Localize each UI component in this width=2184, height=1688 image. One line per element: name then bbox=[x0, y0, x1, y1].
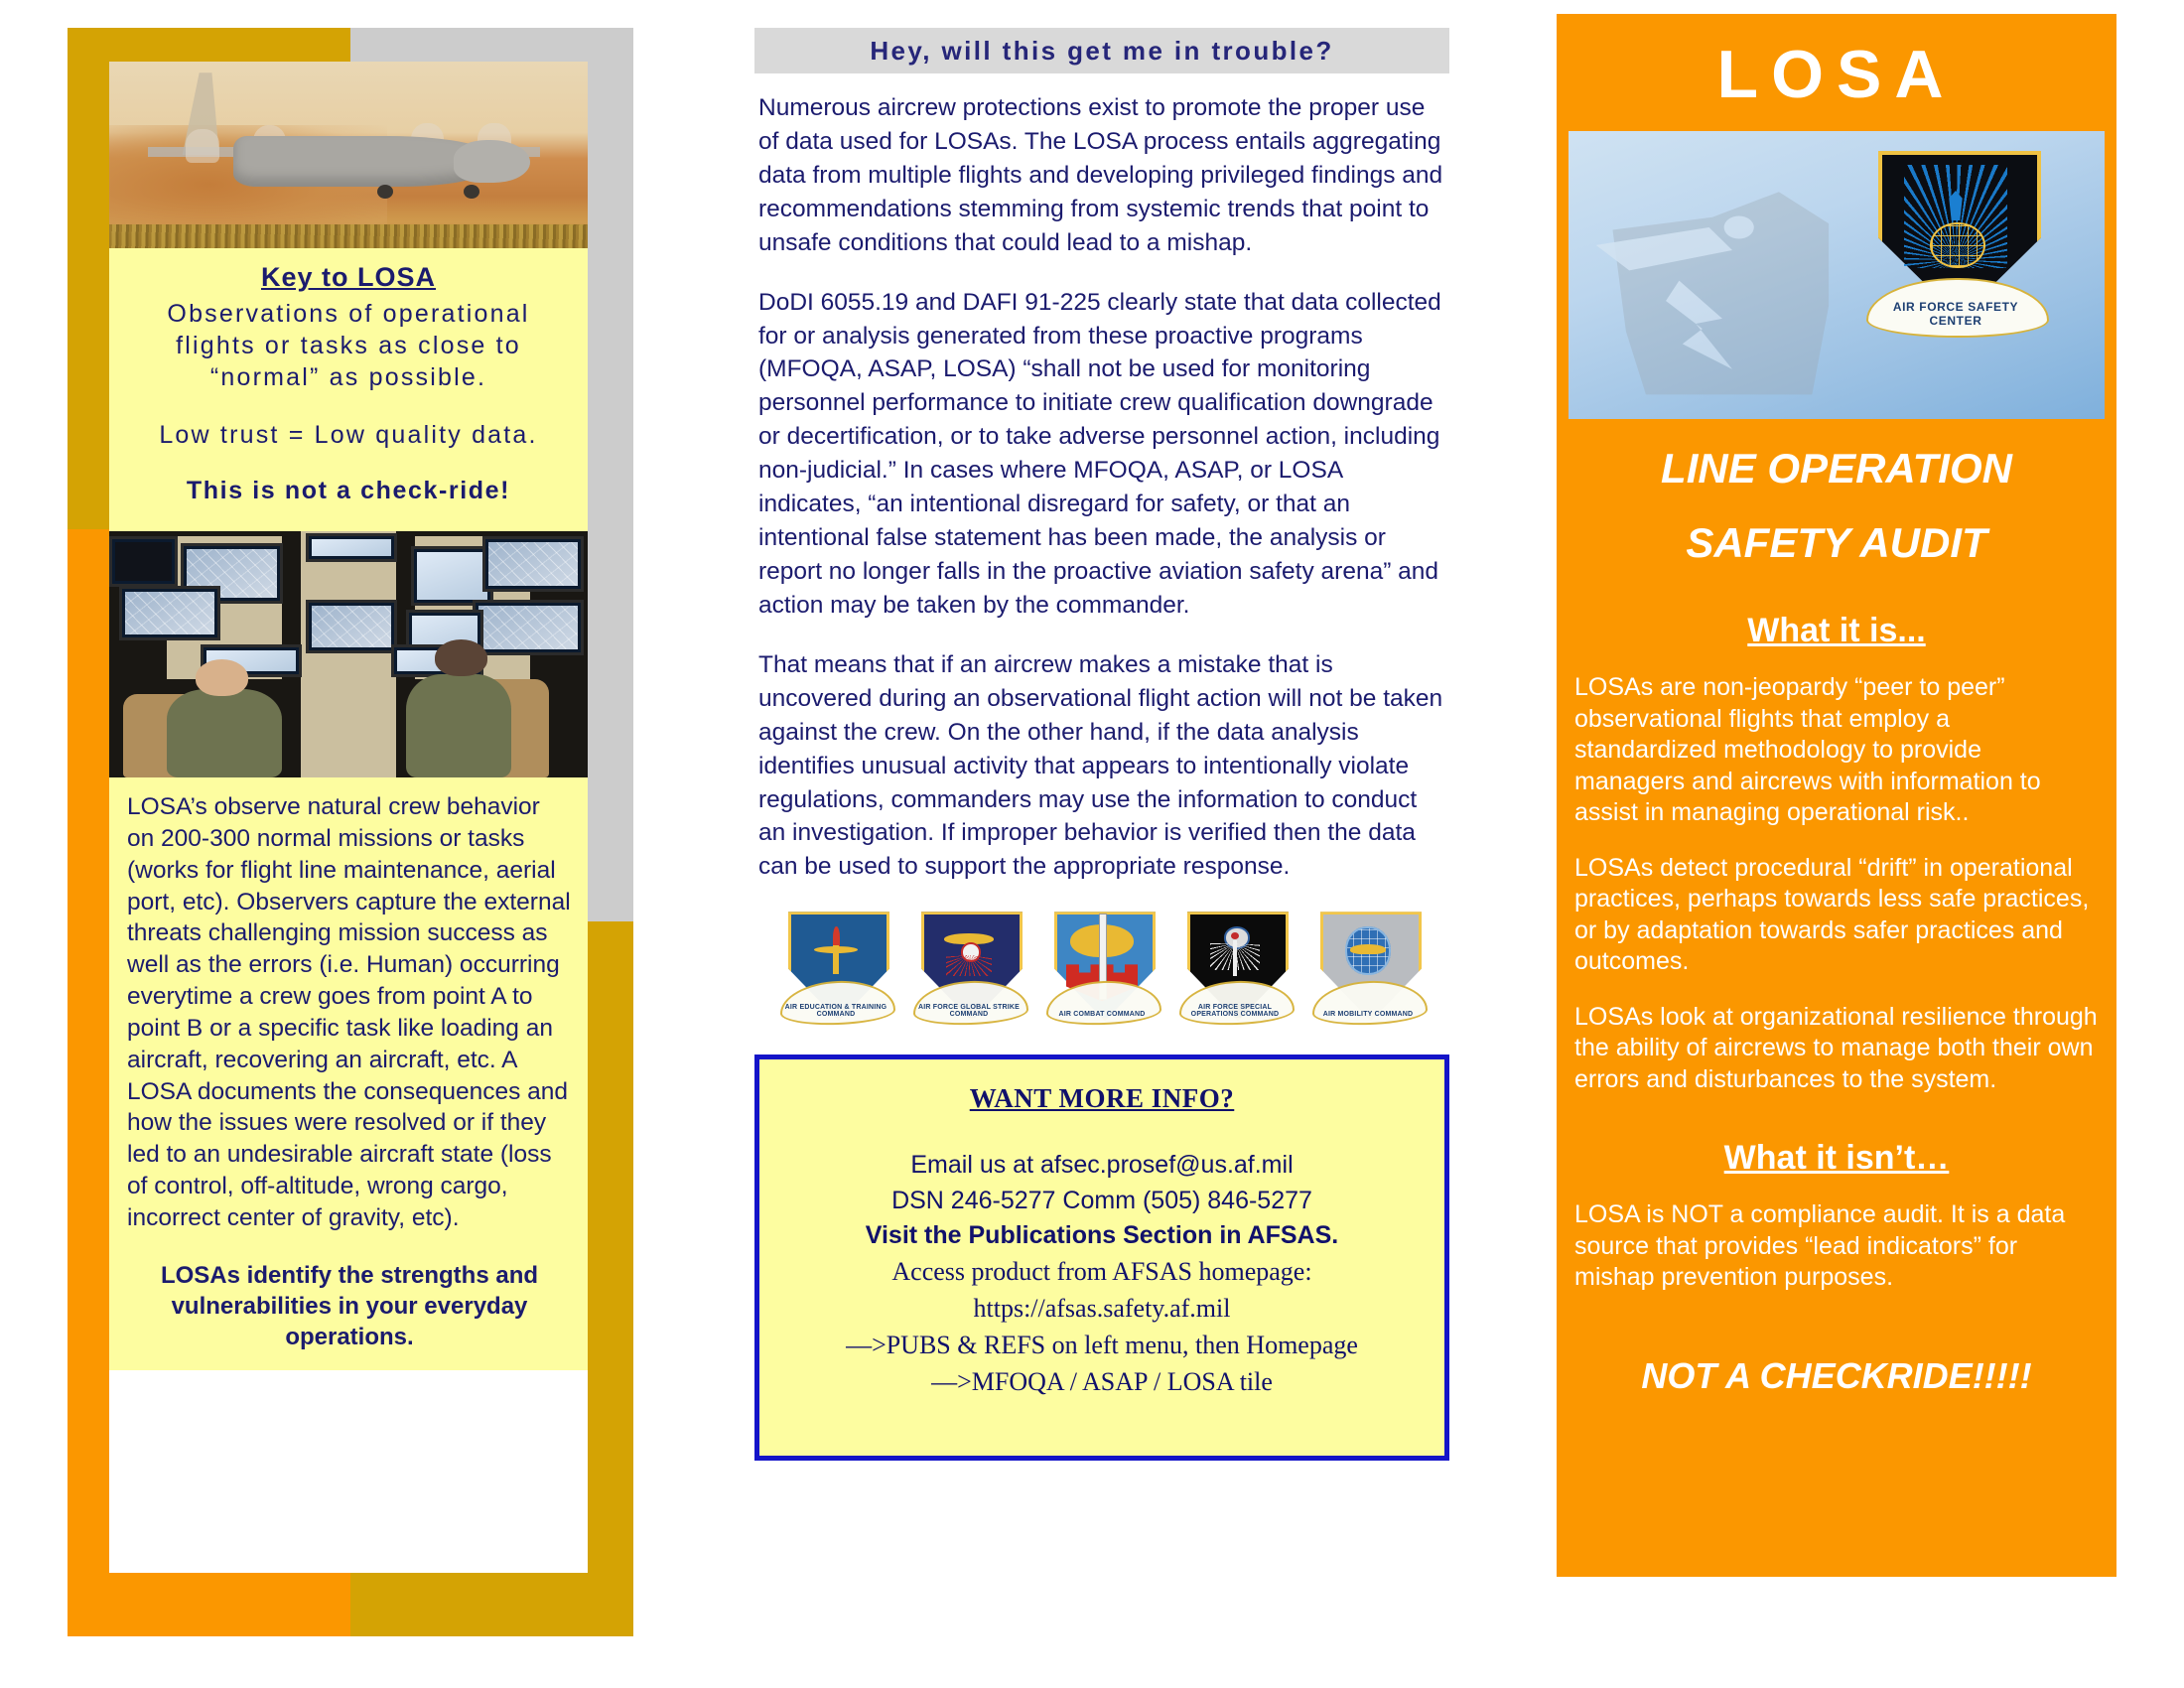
air-force-safety-center-emblem bbox=[1866, 151, 2045, 340]
afgsc-winged-star-icon bbox=[943, 925, 995, 977]
what-it-isnt-heading: What it isn’t… bbox=[1723, 1139, 1950, 1178]
air-force-global-strike-command-emblem bbox=[913, 910, 1024, 1025]
left-panel-body-bold: LOSAs identify the strengths and vulnerabilities in your everyday operations. bbox=[160, 1261, 539, 1351]
air-education-and-training-command-emblem bbox=[780, 910, 891, 1025]
afsc-ribbon-text: AIR FORCE SAFETY CENTER bbox=[1892, 300, 2019, 328]
middle-paragraph-2: DoDI 6055.19 and DAFI 91-225 clearly state that data collected for or analysis generated from these proactive programs (MFOQA, ASAP, LOSA) “shall not be used for monitoring personnel performance to initiate crew qualification downgrade or decertification, or to take adverse personnel action, including non-judicial.” In cases where MFOQA, ASAP, or LOSA indicates, “an intentional disregard for safety, or that an intentional false statement has been made, the analysis or report no longer falls in the proactive aviation safety arena” and action may be taken by the commander. bbox=[758, 288, 1441, 619]
what-it-is-paragraph-2: LOSAs detect procedural “drift” in operational practices, perhaps towards less safe practices, or by adaptation towards safer practices and outcomes. bbox=[1574, 853, 2090, 976]
air-force-special-operations-command-emblem bbox=[1179, 910, 1291, 1025]
screen-right-map bbox=[482, 536, 584, 592]
screen-right-top bbox=[411, 546, 493, 607]
eagle-silhouette-icon bbox=[1579, 154, 1912, 407]
afgsc-ribbon-text: AIR FORCE GLOBAL STRIKE COMMAND bbox=[917, 1004, 1021, 1019]
want-more-info-box bbox=[754, 1055, 1449, 1461]
key-to-losa-title: Key to LOSA bbox=[260, 262, 437, 292]
subtitle-line-2: SAFETY AUDIT bbox=[1686, 519, 1987, 567]
key-line-1: Observations of operational bbox=[167, 300, 530, 328]
right-border-gray-segment bbox=[588, 28, 633, 921]
what-it-is-paragraph-3: LOSAs look at organizational resilience through the ability of aircrews to manage both their own errors and disturbances to the system. bbox=[1574, 1002, 2098, 1093]
screen-center-mid bbox=[306, 600, 398, 652]
info-access-line: Access product from AFSAS homepage: bbox=[891, 1256, 1312, 1286]
operator-left-body bbox=[167, 689, 282, 777]
afsoc-ribbon-text: AIR FORCE SPECIAL OPERATIONS COMMAND bbox=[1190, 1004, 1280, 1019]
left-panel-right-border bbox=[588, 28, 633, 1636]
afsoc-ribbon bbox=[1179, 979, 1295, 1027]
key-spacer-2 bbox=[119, 451, 578, 477]
what-it-is-heading: What it is... bbox=[1747, 612, 1926, 650]
key-not-a-checkride-line: This is not a check-ride! bbox=[186, 477, 511, 504]
left-panel-bottom-border bbox=[68, 1573, 633, 1636]
screen-far-left bbox=[109, 536, 178, 587]
key-line-3: “normal” as possible. bbox=[209, 363, 487, 391]
afgsc-ribbon bbox=[913, 979, 1028, 1027]
landing-gear-main bbox=[377, 185, 393, 199]
middle-paragraph-1: Numerous aircrew protections exist to promote the proper use of data used for LOSAs. The LOSA process entails aggregating data from multiple flights and developing privileged findings and recommendations stemming from systemic trends that point to unsafe conditions that could lead to a mishap. bbox=[758, 94, 1443, 256]
left-panel-body-text: LOSA’s observe natural crew behavior on 200-300 normal missions or tasks (works for flight line maintenance, aerial port, etc). Observers capture the external threats challenging mission success as well as the errors (i.e. Human) occurring everytime a crew goes from point A to point B or a specific task like loading an aircraft, recovering an aircraft, etc. A LOSA documents the consequences and how the issues were resolved or if they led to an undesirable aircraft state (loss of control, off-altitude, wrong cargo, incorrect center of gravity, etc). bbox=[127, 793, 571, 1231]
air-combat-command-emblem bbox=[1046, 910, 1158, 1025]
info-phone-line: DSN 246-5277 Comm (505) 846-5277 bbox=[891, 1186, 1312, 1214]
not-a-checkride-callout: NOT A CHECKRIDE!!!!! bbox=[1641, 1354, 2032, 1396]
middle-column-header-bar bbox=[754, 28, 1449, 73]
safety-center-hero-banner bbox=[1569, 131, 2105, 419]
screen-center-top bbox=[306, 533, 398, 561]
bottom-border-gold-segment bbox=[350, 1573, 633, 1636]
info-visit-line: Visit the Publications Section in AFSAS. bbox=[865, 1221, 1339, 1250]
c130-aircraft-photo bbox=[109, 62, 588, 248]
aetc-ribbon-text: AIR EDUCATION & TRAINING COMMAND bbox=[784, 1004, 887, 1019]
key-spacer-1 bbox=[119, 393, 578, 419]
aetc-ribbon bbox=[780, 979, 895, 1027]
amc-ribbon bbox=[1312, 979, 1428, 1027]
amc-ribbon-text: AIR MOBILITY COMMAND bbox=[1322, 1011, 1414, 1019]
landing-gear-nose bbox=[464, 185, 479, 199]
middle-column-body bbox=[754, 73, 1449, 884]
what-it-isnt-paragraph: LOSA is NOT a compliance audit. It is a data source that provides “lead indicators” for mishap prevention purposes. bbox=[1574, 1200, 2066, 1292]
screen-left-map bbox=[119, 586, 220, 641]
amc-globe-and-wings-icon bbox=[1342, 925, 1394, 977]
left-border-gold-segment bbox=[68, 28, 109, 529]
right-panel bbox=[1557, 14, 2116, 1577]
middle-column bbox=[754, 28, 1449, 1461]
majcom-emblem-row bbox=[780, 910, 1424, 1025]
subtitle-line-1: LINE OPERATION bbox=[1661, 445, 2012, 492]
operator-right-head bbox=[435, 639, 487, 676]
afsc-globe-icon bbox=[1930, 222, 1985, 268]
left-panel-left-border bbox=[68, 28, 109, 1636]
ground-control-station-photo bbox=[109, 531, 588, 777]
losa-title: LOSA bbox=[1716, 37, 1957, 112]
afsoc-star-and-wings-icon bbox=[1209, 925, 1261, 977]
foreground-grass bbox=[109, 224, 588, 248]
left-border-orange-segment bbox=[68, 529, 109, 1636]
bottom-border-orange-segment bbox=[68, 1573, 350, 1636]
operator-right-body bbox=[406, 674, 511, 777]
key-low-trust-line: Low trust = Low quality data. bbox=[159, 421, 538, 449]
want-more-info-title: WANT MORE INFO? bbox=[969, 1083, 1235, 1114]
info-email-line[interactable]: Email us at afsec.prosef@us.af.mil bbox=[910, 1151, 1294, 1180]
acc-ribbon-text: AIR COMBAT COMMAND bbox=[1058, 1011, 1146, 1019]
air-mobility-command-emblem bbox=[1312, 910, 1424, 1025]
operator-left-head bbox=[196, 659, 248, 696]
propeller-1 bbox=[186, 129, 219, 163]
middle-column-header-text: Hey, will this get me in trouble? bbox=[870, 35, 1334, 66]
key-line-2: flights or tasks as close to bbox=[176, 332, 521, 359]
key-to-losa-block bbox=[109, 248, 588, 531]
middle-paragraph-3: That means that if an aircrew makes a mistake that is uncovered during an observational flight action will not be taken against the crew. On the other hand, if the data analysis identifies unusual activity that appears to intentionally violate regulations, commanders may use the information to conduct an investigation. If improper behavior is verified then the data can be used to support the appropriate response. bbox=[758, 650, 1443, 881]
info-nav-line-1: —>PUBS & REFS on left menu, then Homepage bbox=[846, 1330, 1358, 1359]
what-it-is-paragraph-1: LOSAs are non-jeopardy “peer to peer” observational flights that employ a standardized methodology to provide managers and aircrews with information to assist in managing operational risk.. bbox=[1574, 673, 2041, 827]
info-url-line[interactable]: https://afsas.safety.af.mil bbox=[973, 1293, 1231, 1323]
left-panel bbox=[68, 28, 633, 1636]
aircraft-nose bbox=[454, 140, 530, 183]
info-nav-line-2: —>MFOQA / ASAP / LOSA tile bbox=[931, 1366, 1273, 1396]
acc-ribbon bbox=[1046, 979, 1161, 1027]
screen-right-lower bbox=[473, 600, 584, 655]
console-rack-center bbox=[301, 531, 396, 777]
left-panel-top-gold-band bbox=[68, 28, 350, 62]
left-panel-content bbox=[109, 62, 588, 1573]
right-border-gold-segment bbox=[588, 921, 633, 1636]
aetc-torch-icon bbox=[810, 925, 862, 977]
left-panel-body-block bbox=[109, 777, 588, 1370]
